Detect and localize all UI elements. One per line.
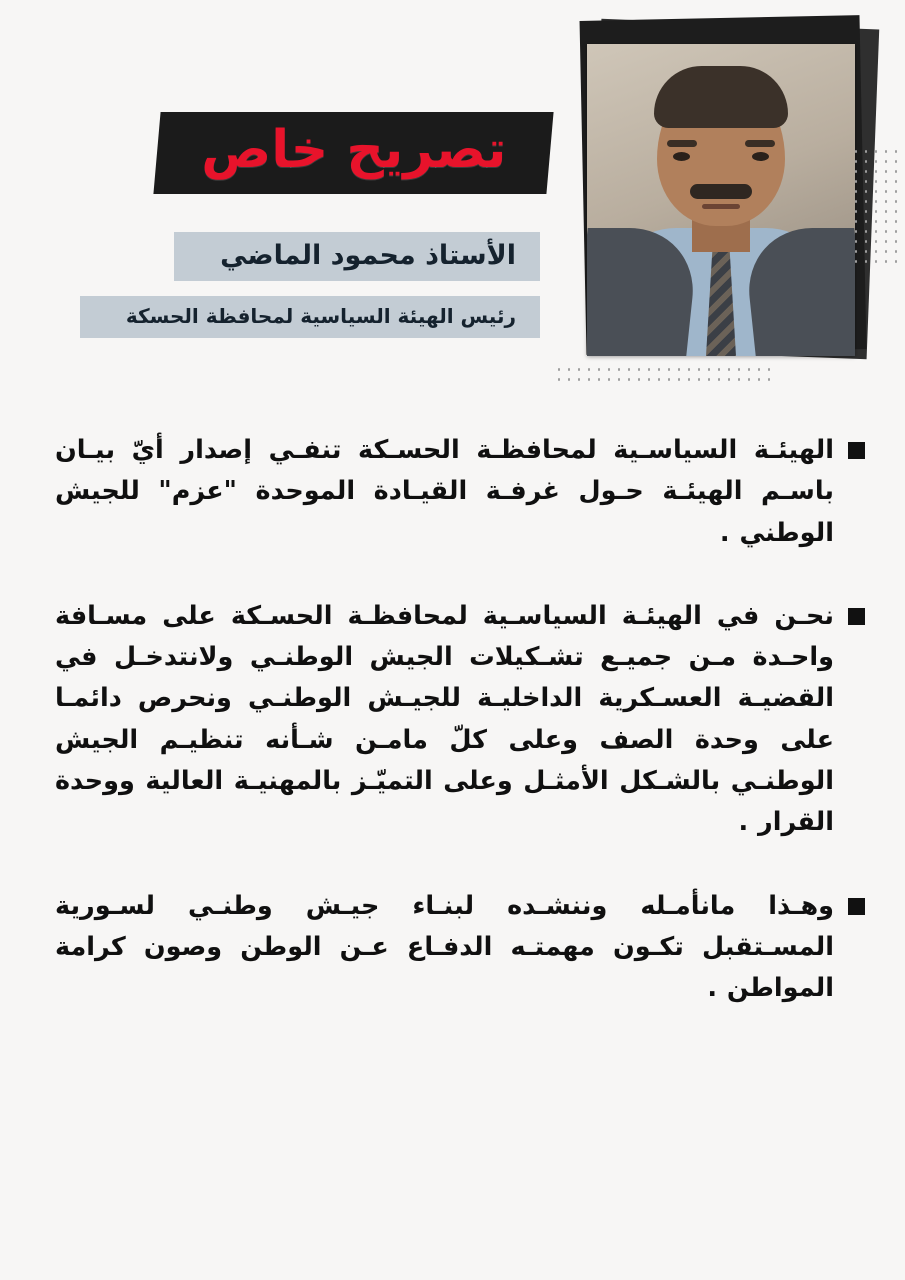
- person-role: رئيس الهيئة السياسية لمحافظة الحسكة: [125, 304, 516, 328]
- person-role-bar: [80, 296, 540, 338]
- poster-header: [0, 0, 905, 400]
- photo-moustache: [690, 184, 752, 199]
- list-item: [55, 430, 865, 554]
- portrait-photo: [587, 44, 855, 356]
- photo-hair: [654, 66, 788, 128]
- square-bullet-icon: [848, 442, 865, 459]
- bullet-3-text: وهـذا مانأمـله وننشـده لبنـاء جيـش وطنـي لسـورية المسـتقبل تكـون مهمتـه الدفـاع عـن الوطن وصون كرامة المواطن .: [55, 890, 834, 1004]
- photo-eyebrow-left: [667, 140, 697, 147]
- list-item: [55, 596, 865, 844]
- person-name: الأستاذ محمود الماضي: [220, 240, 516, 271]
- photo-eye-left: [673, 152, 690, 161]
- list-item: [55, 886, 865, 1010]
- square-bullet-icon: [848, 898, 865, 915]
- dotted-decoration-right: [851, 150, 897, 266]
- square-bullet-icon: [848, 608, 865, 625]
- bullet-2-text: نحـن في الهيئـة السياسـية لمحافظـة الحسـكة على مسـافة واحـدة مـن جميـع تشـكيلات الجيش الوطنـي ولانتدخـل في القضيـة العسـكرية الداخليـة للجيـش الوطنـي ونحرص دائمـا على وحدة الصف وعلى كلّ مامـن شـأنه تنظيـم الجيش الوطنـي بالشـكل الأمثـل وعلى التميّـز بالمهنيـة العالية ووحدة القرار .: [55, 600, 834, 838]
- portrait-photo-frame: [575, 14, 865, 364]
- title-badge: [153, 112, 553, 194]
- person-name-bar: [174, 232, 540, 281]
- dotted-decoration-bottom: [554, 368, 770, 384]
- photo-mouth: [702, 204, 740, 209]
- photo-eyebrow-right: [745, 140, 775, 147]
- bullet-1-text: الهيئـة السياسـية لمحافظـة الحسـكة تنفـي إصدار أيّ بيـان باسـم الهيئـة حـول غرفـة القيـادة الموحدة "عزم" للجيش الوطني .: [55, 435, 834, 548]
- statement-body: [0, 430, 905, 1052]
- title-badge-text: تصريح خاص: [201, 120, 507, 180]
- photo-eye-right: [752, 152, 769, 161]
